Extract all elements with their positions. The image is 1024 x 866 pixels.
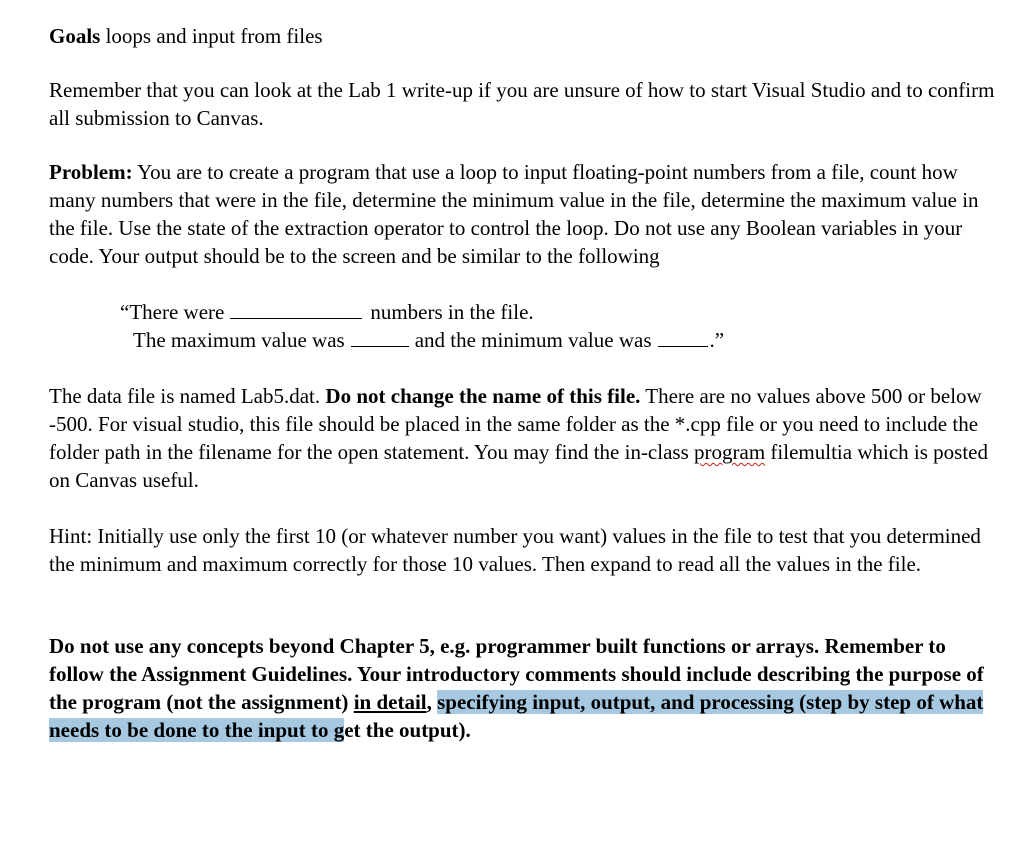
datafile-bold-warning: Do not change the name of this file. xyxy=(325,384,641,408)
requirements-text-1: Do not use any concepts beyond Chapter 5, e.g. programmer built functions or arrays. Remember to follow the Assignment Guidelines. Your introductory comments should include describing the purpose of the program (not the assignment) xyxy=(49,634,984,714)
datafile-text-2: There are no values above 500 or below -500. For visual studio, this file should be placed in the same folder as the *.cpp file or you need to include the folder path in the filename for the open statement. You may find the in-class xyxy=(49,384,982,464)
sample-output xyxy=(49,298,999,354)
datafile-text-1: The data file is named Lab5.dat. xyxy=(49,384,326,408)
in-detail-underlined: in detail xyxy=(353,690,427,714)
count-blank xyxy=(230,300,362,319)
problem-paragraph xyxy=(49,158,999,270)
text-selection-highlight[interactable]: specifying input, output, and processing (step by step of what needs to be done to the input to g xyxy=(49,690,984,742)
requirements-text-2: , xyxy=(426,690,438,714)
min-blank xyxy=(658,328,708,347)
spellcheck-word: program xyxy=(694,440,766,464)
datafile-text-3: filemultia which is posted on Canvas useful. xyxy=(49,440,988,492)
document-page xyxy=(49,22,999,744)
goals-line xyxy=(49,22,999,50)
sample-count-end: numbers in the file. xyxy=(370,300,534,324)
sample-max-start: The maximum value was xyxy=(133,328,345,352)
intro-paragraph: Remember that you can look at the Lab 1 write-up if you are unsure of how to start Visual Studio and to confirm all submission to Canvas. xyxy=(49,78,995,130)
hint-paragraph: Hint: Initially use only the first 10 (or whatever number you want) values in the file to test that you determined the minimum and maximum correctly for those 10 values. Then expand to read all the values in the file. xyxy=(49,524,981,576)
datafile-paragraph xyxy=(49,382,999,494)
sample-count-start: “There were xyxy=(120,300,225,324)
problem-text: You are to create a program that use a loop to input floating-point numbers from a file, count how many numbers that were in the file, determine the minimum value in the file, determine the maximum value in the file. Use the state of the extraction operator to control the loop. Do not use any Boolean variables in your code. Your output should be to the screen and be similar to the following xyxy=(49,160,979,268)
problem-label: Problem: xyxy=(49,160,133,184)
requirements-paragraph xyxy=(49,632,999,744)
max-blank xyxy=(351,328,409,347)
goals-text: loops and input from files xyxy=(100,24,323,48)
sample-end-quote: .” xyxy=(709,328,725,352)
goals-label: Goals xyxy=(49,24,101,48)
sample-line-minmax xyxy=(49,326,999,354)
sample-line-count xyxy=(49,298,999,326)
requirements-text-3: et the output). xyxy=(344,718,471,742)
sample-min-label: and the minimum value was xyxy=(414,328,652,352)
